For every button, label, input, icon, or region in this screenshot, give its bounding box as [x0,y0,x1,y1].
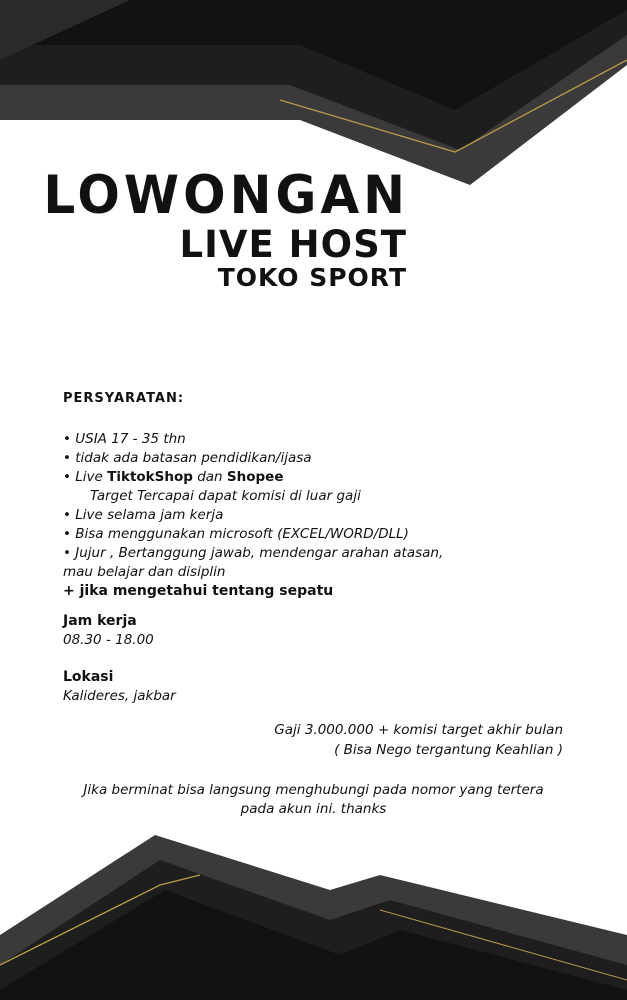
salary-negotiable: ( Bisa Nego tergantung Keahlian ) [334,742,563,758]
requirement-item: • Bisa menggunakan microsoft (EXCEL/WORD/DLL) [63,526,409,542]
title-live-host: LIVE HOST [179,223,407,266]
requirement-item: • Jujur , Bertanggung jawab, mendengar arahan atasan, [63,545,444,561]
requirement-extra: + jika mengetahui tentang sepatu [63,583,334,599]
work-hours-value: 08.30 - 18.00 [63,632,154,648]
requirement-item-live [63,468,443,487]
top-decoration [0,0,627,190]
live-prefix: • Live [63,469,108,485]
requirement-item: • tidak ada batasan pendidikan/ijasa [63,450,312,466]
requirements-list [63,430,443,601]
work-hours-heading: Jam kerja [63,613,137,629]
requirement-item: Target Tercapai dapat komisi di luar gaji [90,488,361,504]
contact-line-1: Jika berminat bisa langsung menghubungi pada nomor yang tertera [83,782,544,798]
live-shopee: Shopee [226,469,284,485]
requirements-heading: PERSYARATAN: [63,391,185,406]
salary-line: Gaji 3.000.000 + komisi target akhir bulan [274,722,563,738]
requirement-item: • USIA 17 - 35 thn [63,431,186,447]
bottom-decoration [0,815,627,1000]
live-tiktok: TiktokShop [107,469,193,485]
contact-line-2: pada akun ini. thanks [240,801,387,817]
live-mid: dan [192,469,227,485]
location-heading: Lokasi [63,669,114,685]
requirement-item: • Live selama jam kerja [63,507,224,523]
title-toko-sport: TOKO SPORT [217,263,407,292]
location-value: Kalideres, jakbar [63,688,176,704]
title-lowongan: LOWONGAN [43,164,409,226]
requirement-item: mau belajar dan disiplin [63,564,226,580]
